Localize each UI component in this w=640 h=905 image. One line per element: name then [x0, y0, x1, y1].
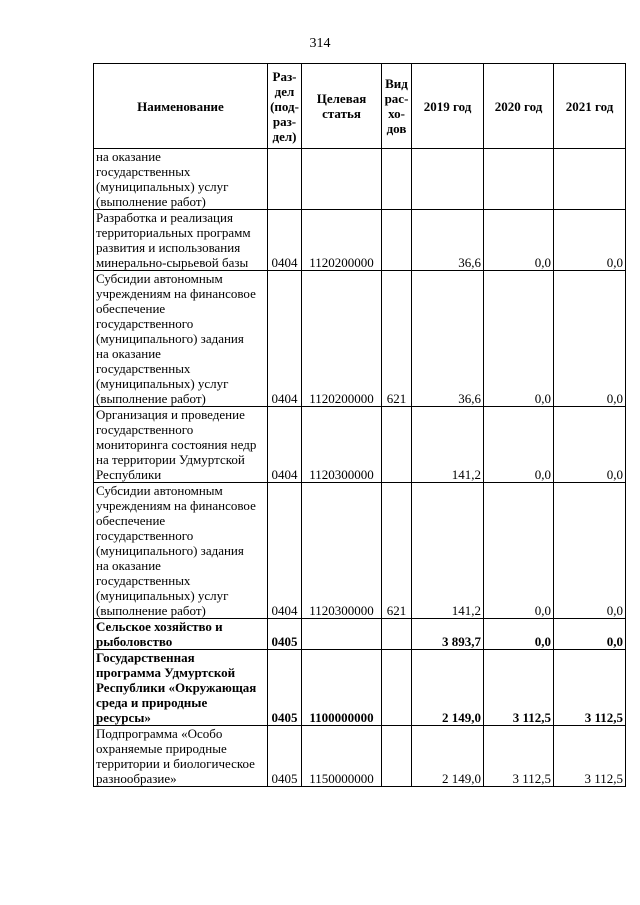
row-name: Организация и проведение государственного мониторинга состояния недр на территории Удмуртской Республики [94, 407, 268, 483]
budget-table [93, 63, 626, 787]
header-2021: 2021 год [554, 64, 626, 149]
row-2021: 0,0 [554, 407, 626, 483]
row-2019: 141,2 [412, 407, 484, 483]
header-name: Наименование [94, 64, 268, 149]
row-section [268, 149, 302, 210]
row-2019: 3 893,7 [412, 619, 484, 650]
page-number: 314 [309, 36, 331, 51]
row-section: 0405 [268, 619, 302, 650]
row-name: Подпрограмма «Особо охраняемые природные территории и биологическое разнообразие» [94, 726, 268, 787]
row-type [382, 407, 412, 483]
row-name: Разработка и реализация территориальных программ развития и использования минерально-сырьевой базы [94, 210, 268, 271]
row-2019: 141,2 [412, 483, 484, 619]
row-name: на оказание государственных (муниципальных) услуг (выполнение работ) [94, 149, 268, 210]
table-row [94, 619, 626, 650]
row-type: 621 [382, 483, 412, 619]
row-2019: 36,6 [412, 210, 484, 271]
header-section: Раз- дел (под- раз- дел) [268, 64, 302, 149]
row-target: 1150000000 [302, 726, 382, 787]
table-row [94, 407, 626, 483]
row-2021: 3 112,5 [554, 650, 626, 726]
row-2020: 0,0 [484, 483, 554, 619]
row-name: Государственная программа Удмуртской Республики «Окружающая среда и природные ресурсы» [94, 650, 268, 726]
row-type [382, 619, 412, 650]
row-2020: 3 112,5 [484, 650, 554, 726]
row-type [382, 650, 412, 726]
table-row [94, 271, 626, 407]
table-row [94, 650, 626, 726]
row-target: 1120300000 [302, 407, 382, 483]
table-header-row [94, 64, 626, 149]
row-section: 0404 [268, 483, 302, 619]
row-name: Сельское хозяйство и рыболовство [94, 619, 268, 650]
row-2020: 0,0 [484, 407, 554, 483]
row-2020: 0,0 [484, 210, 554, 271]
row-target: 1120200000 [302, 210, 382, 271]
table-row [94, 210, 626, 271]
header-target: Целевая статья [302, 64, 382, 149]
header-2019: 2019 год [412, 64, 484, 149]
row-target: 1100000000 [302, 650, 382, 726]
row-target: 1120200000 [302, 271, 382, 407]
row-target: 1120300000 [302, 483, 382, 619]
row-target [302, 619, 382, 650]
table-row [94, 726, 626, 787]
row-2021: 0,0 [554, 210, 626, 271]
row-section: 0404 [268, 210, 302, 271]
row-name: Субсидии автономным учреждениям на финансовое обеспечение государственного (муниципального) задания на оказание государственных (муниципальных) услуг (выполнение работ) [94, 271, 268, 407]
row-2019 [412, 149, 484, 210]
row-2020: 0,0 [484, 271, 554, 407]
row-2019: 2 149,0 [412, 726, 484, 787]
row-type: 621 [382, 271, 412, 407]
row-2020: 3 112,5 [484, 726, 554, 787]
row-type [382, 726, 412, 787]
row-section: 0405 [268, 726, 302, 787]
header-type: Вид рас- хо- дов [382, 64, 412, 149]
row-2021 [554, 149, 626, 210]
row-2021: 0,0 [554, 619, 626, 650]
row-2021: 0,0 [554, 483, 626, 619]
table-row [94, 149, 626, 210]
row-2019: 2 149,0 [412, 650, 484, 726]
row-section: 0404 [268, 407, 302, 483]
row-type [382, 149, 412, 210]
row-section: 0405 [268, 650, 302, 726]
row-2020 [484, 149, 554, 210]
row-2019: 36,6 [412, 271, 484, 407]
row-2020: 0,0 [484, 619, 554, 650]
table-row [94, 483, 626, 619]
row-section: 0404 [268, 271, 302, 407]
row-target [302, 149, 382, 210]
row-2021: 0,0 [554, 271, 626, 407]
row-2021: 3 112,5 [554, 726, 626, 787]
header-2020: 2020 год [484, 64, 554, 149]
row-type [382, 210, 412, 271]
row-name: Субсидии автономным учреждениям на финансовое обеспечение государственного (муниципального) задания на оказание государственных (муниципальных) услуг (выполнение работ) [94, 483, 268, 619]
